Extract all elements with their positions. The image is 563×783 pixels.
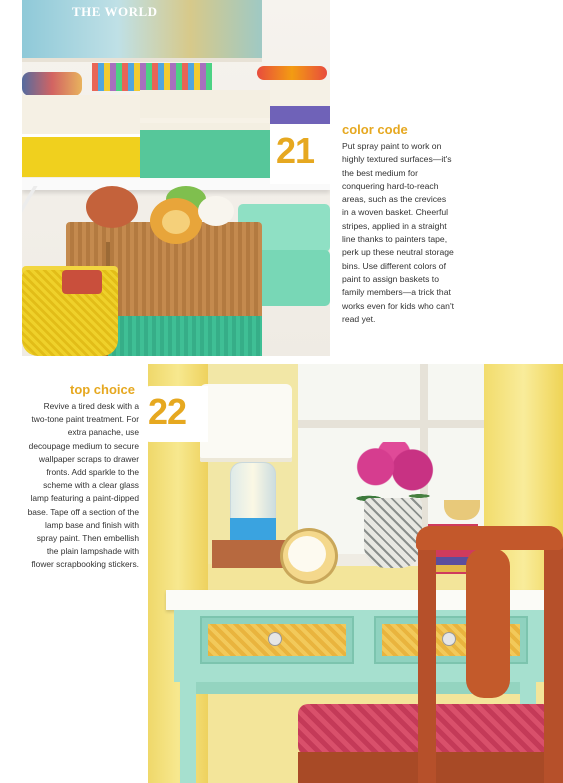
plush-lion-face <box>162 210 190 234</box>
tip-body: Put spray paint to work on highly textured surfaces—it's the best medium for conquering hard-to-reach areas, such as the crevices in a woven basket. Cheerful stripes, applied in a straight line thanks to painters tape, perk up these neutral storage bins. Use different colors of paint to assign baskets to family members—a trick that works even for kids who can't read yet. <box>342 141 454 324</box>
toy-cars <box>22 72 82 96</box>
tip-title: color code <box>342 122 408 137</box>
chair-post <box>418 544 436 783</box>
chair-top-rail <box>416 526 563 550</box>
tip-number: 22 <box>148 391 187 432</box>
tip-body: Revive a tired desk with a two-tone paint treatment. For extra panache, use decoupage medium to secure wallpaper scraps to drawer fronts. Add sparkle to the scheme with a clear glass lamp featuring a paint-dipped base. Tape off a section of the lamp base and finish with spray paint. Then embellish the plain lampshade with flower scrapbooking stickers. <box>27 401 139 570</box>
chair-post <box>544 544 563 783</box>
world-map <box>22 0 262 62</box>
chair-splat <box>466 548 510 698</box>
toy-beads <box>257 66 327 80</box>
desk-leg <box>180 682 196 783</box>
lampshade <box>200 384 292 462</box>
drawer-knob <box>268 632 282 646</box>
tip-number: 21 <box>276 130 315 171</box>
red-blocks <box>62 270 102 294</box>
storage-bin-green <box>140 90 270 178</box>
storage-bin-yellow <box>22 95 140 177</box>
teddy-bear <box>86 186 138 228</box>
books-on-shelf <box>92 63 212 91</box>
teacup <box>444 500 480 520</box>
clock-face <box>288 536 326 572</box>
plush-lamb <box>198 196 234 226</box>
painted-desk-photo <box>148 364 563 783</box>
drawer-knob <box>442 632 456 646</box>
map-title: THE WORLD <box>72 4 158 19</box>
vase <box>364 498 422 568</box>
tip-title: top choice <box>69 382 135 397</box>
